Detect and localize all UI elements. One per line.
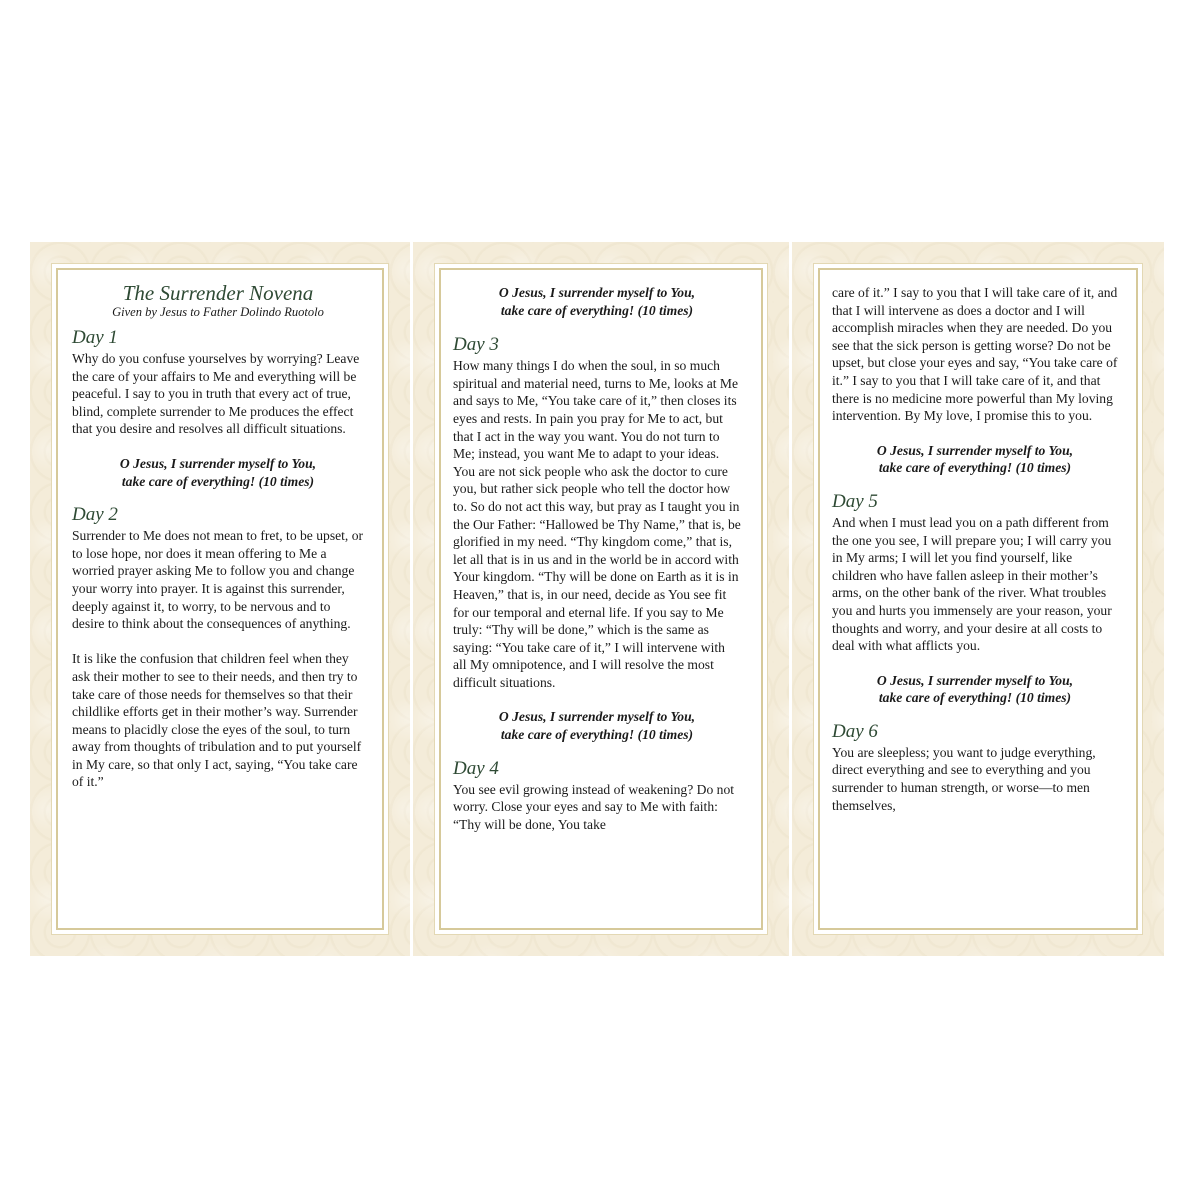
card-content-middle xyxy=(453,284,741,833)
day-5-text: And when I must lead you on a path different from the one you see, I will prepare you; I will carry you in My arms; I will let you find yourself, like children who have fallen asleep in their mother’s arms, on the other bank of the river. What troubles you and hurts you immensely are your reason, your thoughts and worry, and your desire at all costs to deal with what afflicts you. xyxy=(832,514,1112,654)
prayer-line-1: O Jesus, I surrender myself to You, xyxy=(119,455,317,471)
day-4-text-continued: care of it.” I say to you that I will take care of it, and that I will intervene as does a doctor and I will accomplish miracles when they are needed. Do you see that the sick person is getting worse? Do not be upset, but close your eyes and say, “You take care of it.” I say to you that I will take care of it, and that there is no medicine more powerful than My loving intervention. By My love, I promise this to you. xyxy=(832,285,1118,424)
prayer-refrain xyxy=(832,672,1118,707)
day-1-heading: Day 1 xyxy=(72,327,118,348)
prayer-refrain xyxy=(453,284,741,319)
prayer-refrain xyxy=(832,442,1118,477)
prayer-line-2: take care of everything! (10 times) xyxy=(500,727,694,743)
card-frame-right xyxy=(818,268,1138,930)
novena-title: The Surrender Novena xyxy=(122,281,314,305)
card-frame-middle xyxy=(439,268,763,930)
card-panel-left xyxy=(30,242,410,956)
prayer-line-1: O Jesus, I surrender myself to You, xyxy=(876,442,1074,458)
day-2-text-part-2: It is like the confusion that children feel when they ask their mother to see to their needs, and then try to take care of those needs for themselves so that their childlike efforts get in their mother’s way. Surrender means to placidly close the eyes of the soul, to turn away from thoughts of tribulation and to put yourself in My care, so that only I act, saying, “You take care of it.” xyxy=(72,651,362,790)
day-2-text-part-1: Surrender to Me does not mean to fret, to be upset, or to lose hope, nor does it mean offering to Me a worried prayer asking Me to follow you and change your worry into prayer. It is against this surrender, deeply against it, to worry, to be nervous and to desire to think about the consequences of anything. xyxy=(72,528,364,632)
day-5-heading: Day 5 xyxy=(832,490,878,512)
prayer-line-2: take care of everything! (10 times) xyxy=(878,460,1072,476)
prayer-line-2: take care of everything! (10 times) xyxy=(121,473,315,489)
card-panel-right xyxy=(792,242,1164,956)
day-4-heading: Day 4 xyxy=(453,757,499,779)
novena-subtitle: Given by Jesus to Father Dolindo Ruotolo xyxy=(112,305,324,319)
prayer-line-1: O Jesus, I surrender myself to You, xyxy=(498,285,696,300)
card-panel-middle xyxy=(413,242,789,956)
prayer-line-1: O Jesus, I surrender myself to You, xyxy=(876,672,1074,688)
day-2-heading: Day 2 xyxy=(72,504,118,526)
day-6-text: You are sleepless; you want to judge everything, direct everything and see to everything and you surrender to human strength, or worse—to men themselves, xyxy=(832,744,1096,813)
prayer-line-2: take care of everything! (10 times) xyxy=(500,302,694,318)
day-3-text: How many things I do when the soul, in so much spiritual and material need, turns to Me, looks at Me and says to Me, “You take care of it,” then closes its eyes and rests. In pain you pray for Me to act, but that I act in the way you want. You do not turn to Me; instead, you want Me to adapt to your ideas. You are not sick people who ask the doctor to cure you, but rather sick people who tell the doctor how to. So do not act this way, but pray as I taught you in the Our Father: “Hallowed be Thy Name,” that is, be glorified in my need. “Thy kingdom come,” that is, let all that is in us and in the world be in accord with Your kingdom. “Thy will be done on Earth as it is in Heaven,” that is, in our need, decide as You see fit for our temporal and eternal life. If you say to Me truly: “Thy will be done,” which is the same as saying: “You take care of it,” I will intervene with all My omnipotence, and I will resolve the most difficult situations. xyxy=(453,358,741,690)
day-1-text: Why do you confuse yourselves by worrying? Leave the care of your affairs to Me and everything will be peaceful. I say to you in truth that every act of true, blind, complete surrender to Me produces the effect that you desire and resolves all difficult situations. xyxy=(72,351,360,437)
day-6-heading: Day 6 xyxy=(832,720,878,742)
prayer-line-2: take care of everything! (10 times) xyxy=(878,690,1072,706)
day-4-text: You see evil growing instead of weakening? Do not worry. Close your eyes and say to Me with faith: “Thy will be done, You take xyxy=(453,781,735,832)
prayer-refrain xyxy=(72,455,364,490)
card-content-right xyxy=(832,284,1118,814)
prayer-line-1: O Jesus, I surrender myself to You, xyxy=(498,709,696,725)
day-3-heading: Day 3 xyxy=(453,334,499,356)
prayer-refrain xyxy=(453,708,741,743)
card-content-left xyxy=(72,282,364,791)
card-frame-left xyxy=(56,268,384,930)
